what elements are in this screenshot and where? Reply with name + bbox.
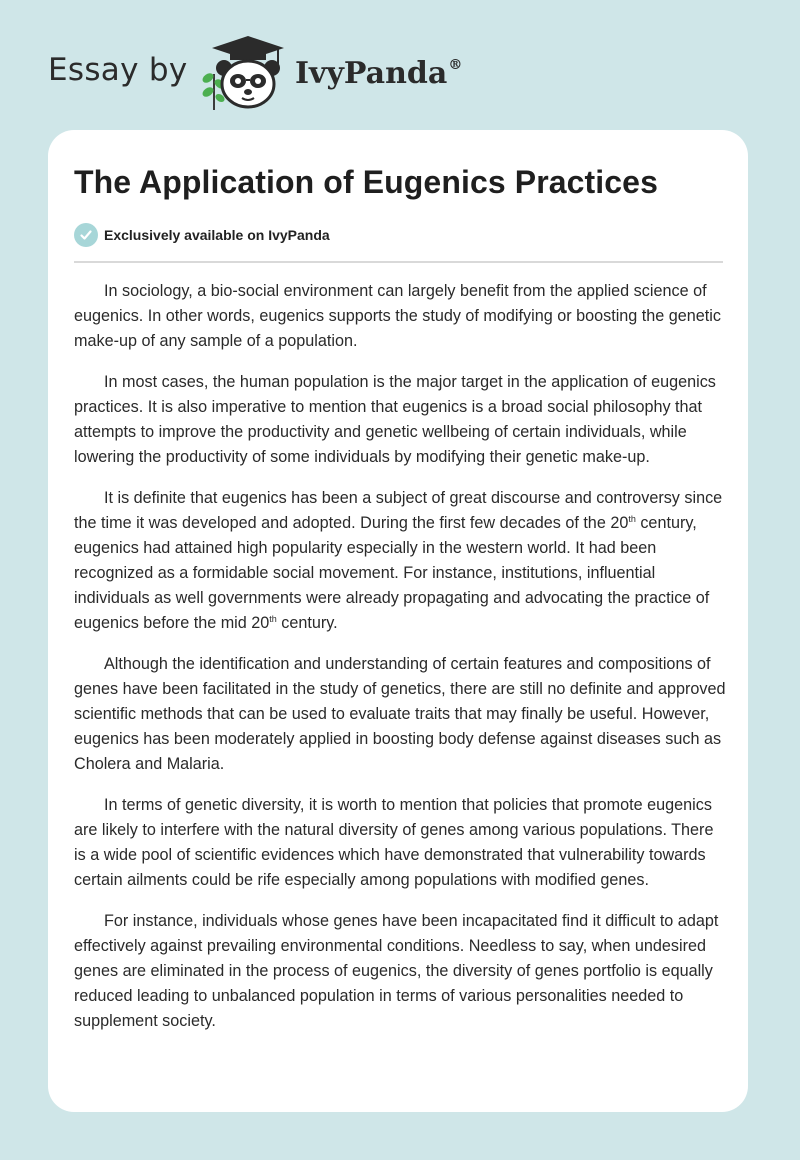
essay-body — [74, 279, 726, 1050]
page-title: The Application of Eugenics Practices — [74, 164, 658, 200]
badge-label: Exclusively available on IvyPanda — [104, 227, 330, 243]
ordinal-suffix: th — [269, 614, 277, 624]
brand-text: IvyPanda — [295, 56, 448, 91]
paragraph-3-part-b: century, eugenics had attained high popularity especially in the western world. It had been recognized as a formidable social movement. For instance, institutions, influential individuals as well governments were already propagating and advocating the practice of eugenics before the mid 20 — [74, 514, 710, 632]
paragraph-3-part-c: century. — [276, 614, 338, 632]
paragraph-2: In most cases, the human population is the major target in the application of eugenics practices. It is also imperative to mention that eugenics is a broad social philosophy that attempts to improve the productivity and genetic wellbeing of certain individuals, while lowering the productivity of some individuals by modifying their genetic make-up. — [74, 373, 716, 466]
exclusive-badge — [74, 222, 330, 248]
paragraph-3 — [74, 486, 726, 636]
paragraph-1: In sociology, a bio-social environment can largely benefit from the applied science of eugenics. In other words, eugenics supports the study of modifying or boosting the genetic make-up of any sample of a population. — [74, 282, 721, 350]
paragraph-4: Although the identification and understanding of certain features and compositions of genes have been facilitated in the study of genetics, there are still no definite and approved scientific methods that can be used to evaluate traits that may finally be useful. However, eugenics has been moderately applied in boosting body defense against diseases such as Cholera and Malaria. — [74, 655, 726, 773]
paragraph-6: For instance, individuals whose genes have been incapacitated find it difficult to adapt effectively against prevailing environmental conditions. Needless to say, when undesired genes are eliminated in the process of eugenics, the diversity of genes portfolio is equally reduced leading to unbalanced population in terms of various personalities needed to supplement society. — [74, 912, 719, 1030]
panda-graduate-icon[interactable] — [200, 34, 290, 110]
check-icon — [74, 223, 98, 247]
paragraph-3-part-a: It is definite that eugenics has been a subject of great discourse and controversy since the time it was developed and adopted. During the first few decades of the 20 — [74, 489, 723, 532]
essay-by-label: Essay by — [48, 52, 188, 88]
divider — [74, 261, 723, 263]
site-header — [48, 34, 748, 114]
brand-name[interactable] — [295, 56, 462, 91]
paragraph-5: In terms of genetic diversity, it is worth to mention that policies that promote eugenics are likely to interfere with the natural diversity of genes among various populations. There is a wide pool of scientific evidences which have demonstrated that vulnerability towards certain ailments could be rife especially among populations with modified genes. — [74, 796, 714, 889]
ordinal-suffix: th — [628, 514, 636, 524]
essay-card — [48, 130, 748, 1112]
registered-mark: ® — [448, 57, 463, 73]
